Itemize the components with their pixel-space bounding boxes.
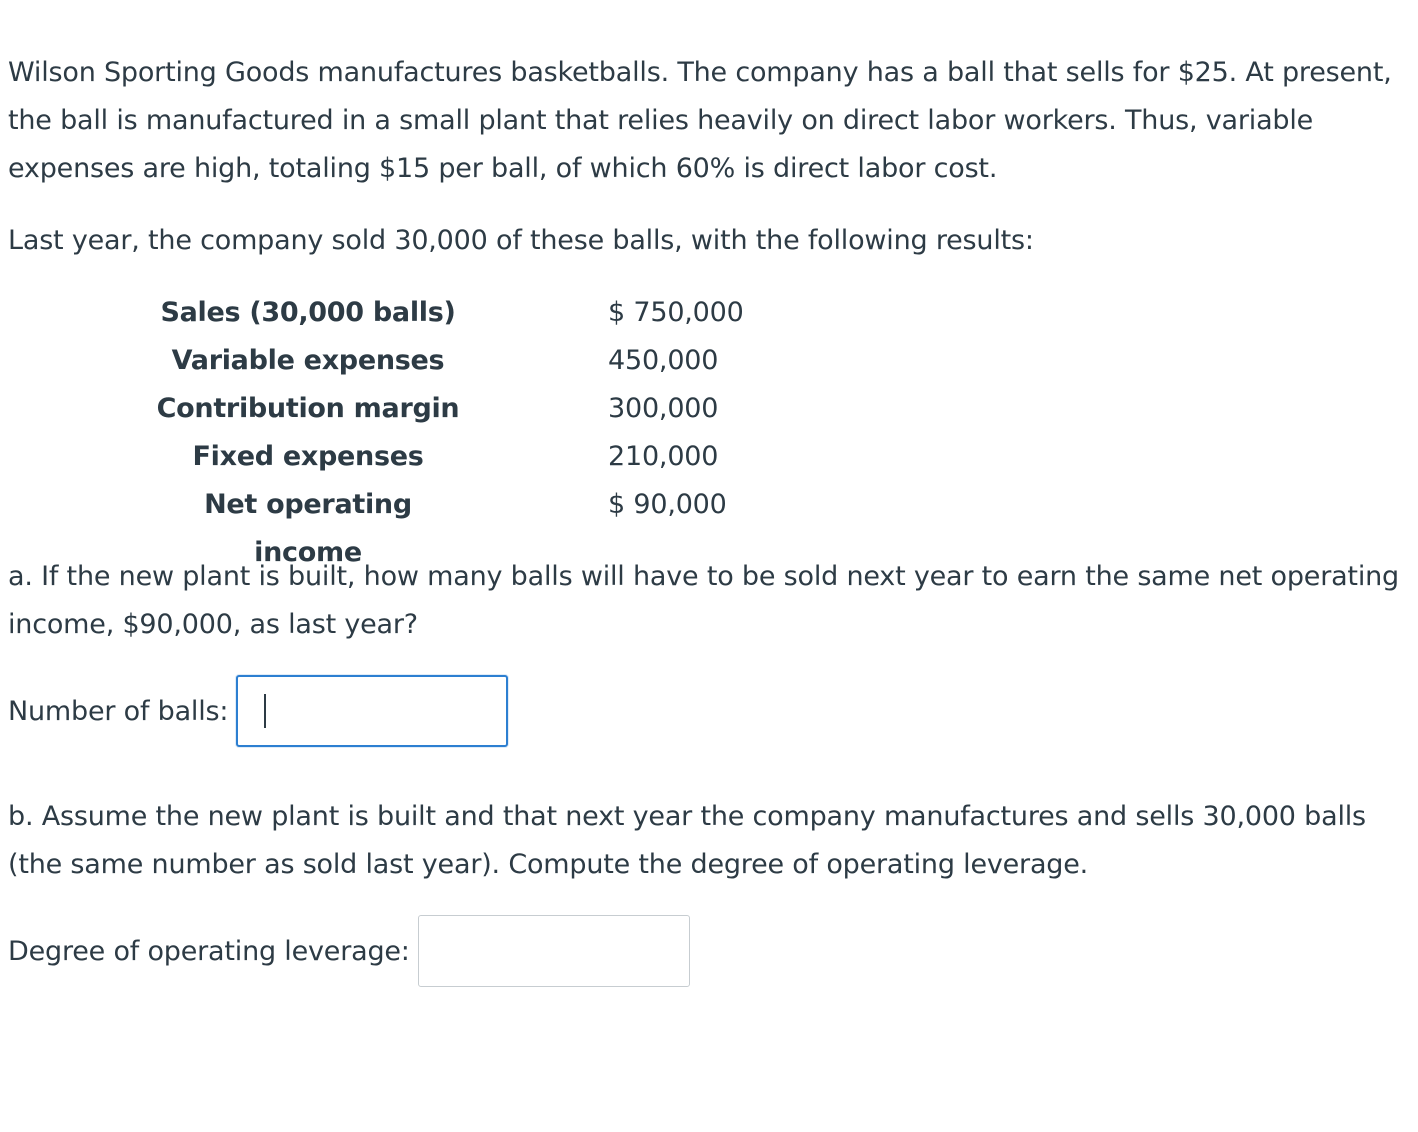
results-row-value: 450,000	[608, 345, 719, 376]
results-row-value: 300,000	[608, 393, 719, 424]
number-of-balls-label: Number of balls:	[8, 695, 229, 727]
results-row	[0, 433, 900, 481]
question-b-text: b. Assume the new plant is built and that next year the company manufactures and sells 30,000 balls (the same number as sold last year). Compute the degree of operating leverage.	[8, 801, 1366, 880]
results-row-value: $ 750,000	[608, 297, 744, 328]
question-a-text: a. If the new plant is built, how many balls will have to be sold next year to earn the same net operating income, $90,000, as last year?	[8, 561, 1399, 640]
results-row-label: Net operating income	[204, 489, 412, 568]
results-row	[0, 481, 900, 568]
degree-of-operating-leverage-input[interactable]	[418, 915, 690, 987]
question-a-answer-row	[8, 673, 508, 749]
last-year-paragraph: Last year, the company sold 30,000 of these balls, with the following results:	[8, 225, 1034, 256]
degree-of-operating-leverage-label: Degree of operating leverage:	[8, 935, 410, 967]
results-row	[0, 385, 900, 433]
question-b-answer-row	[8, 913, 690, 989]
results-row-value: 210,000	[608, 441, 719, 472]
intro-paragraph: Wilson Sporting Goods manufactures basketballs. The company has a ball that sells for $25. At present, the ball is manufactured in a small plant that relies heavily on direct labor workers. Thus, variable expenses are high, totaling $15 per ball, of which 60% is direct labor cost.	[8, 57, 1392, 184]
text-caret	[264, 694, 266, 728]
results-row	[0, 289, 900, 337]
number-of-balls-input[interactable]	[236, 675, 508, 747]
results-row-label: Fixed expenses	[192, 441, 424, 472]
results-row-value: $ 90,000	[608, 489, 727, 520]
results-row	[0, 337, 900, 385]
results-row-label: Sales (30,000 balls)	[160, 297, 456, 328]
results-row-label: Contribution margin	[156, 393, 460, 424]
results-row-label: Variable expenses	[171, 345, 445, 376]
